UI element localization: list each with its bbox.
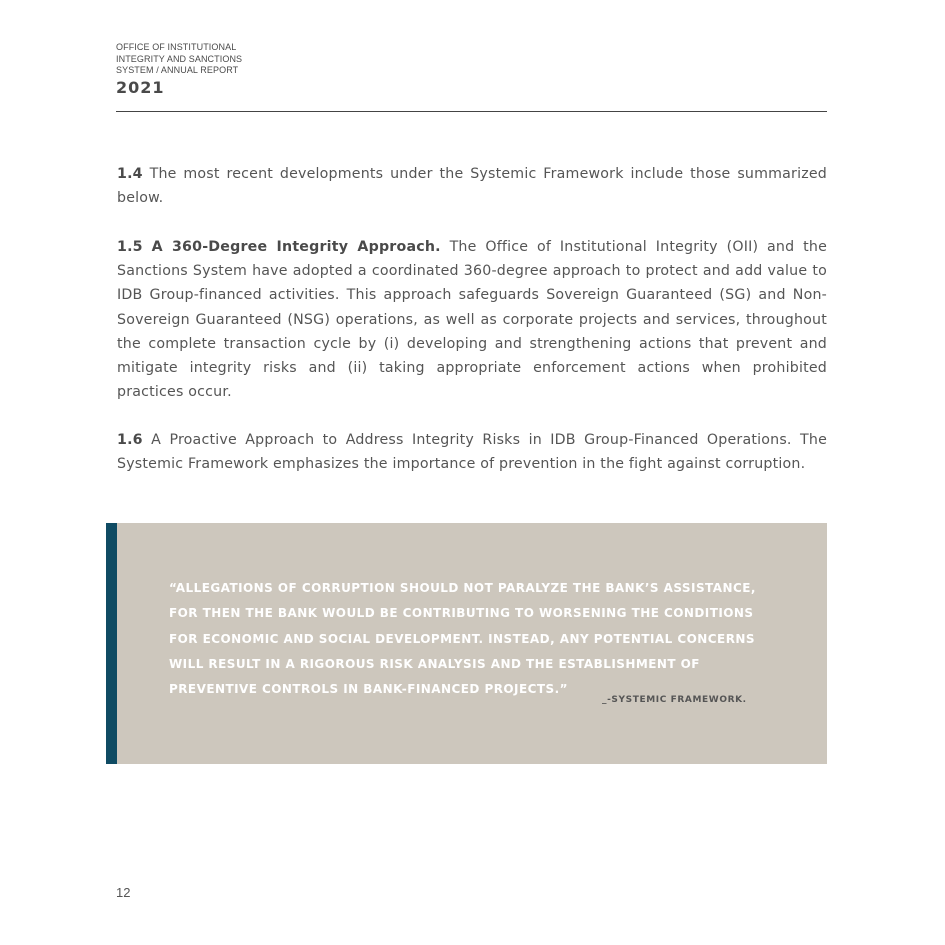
header-org-line: INTEGRITY AND SANCTIONS	[116, 53, 243, 64]
report-header	[116, 42, 827, 97]
paragraph-lead: A 360-Degree Integrity Approach.	[151, 239, 441, 255]
paragraph-text: The Office of Institutional Integrity (OII) and the Sanctions System have adopted a coordinated 360-degree approach to protect and add value to IDB Group-financed activities. This approach safeguards Sovereign Guaranteed (SG) and Non-Sovereign Guaranteed (NSG) operations, as well as corporate projects and services, throughout the complete transaction cycle by (i) developing and strengthening actions that prevent and mitigate integrity risks and (ii) taking appropriate enforcement actions when prohibited practices occur.	[117, 239, 828, 401]
paragraph-number: 1.6	[117, 432, 143, 448]
header-org-line: OFFICE OF INSTITUTIONAL	[116, 42, 237, 52]
header-year: 2021	[116, 77, 165, 97]
pull-quote-box	[106, 523, 827, 764]
header-organization	[116, 42, 827, 77]
header-divider	[116, 111, 827, 112]
paragraph-number: 1.4	[117, 166, 143, 182]
pull-quote-text: “ALLEGATIONS OF CORRUPTION SHOULD NOT PARALYZE THE BANK’S ASSISTANCE, FOR THEN THE BANK WOULD BE CONTRIBUTING TO WORSENING THE CONDITIONS FOR ECONOMIC AND SOCIAL DEVELOPMENT. INSTEAD, ANY POTENTIAL CONCERNS WILL RESULT IN A RIGOROUS RISK ANALYSIS AND THE ESTABLISHMENT OF PREVENTIVE CONTROLS IN BANK-FINANCED PROJECTS.”	[169, 581, 756, 697]
paragraph-text: A Proactive Approach to Address Integrity Risks in IDB Group-Financed Operations. The Systemic Framework emphasizes the importance of prevention in the fight against corruption.	[117, 432, 828, 473]
paragraph-number: 1.5	[117, 239, 143, 255]
quote-attribution: _-SYSTEMIC FRAMEWORK.	[602, 695, 747, 705]
paragraph-1-4	[117, 162, 827, 210]
paragraph-text: The most recent developments under the Systemic Framework include those summarized below.	[117, 166, 827, 207]
header-org-line: SYSTEM / ANNUAL REPORT	[116, 65, 239, 75]
paragraph-1-6	[117, 428, 827, 476]
page-number: 12	[116, 885, 131, 900]
quote-accent-bar	[106, 523, 117, 764]
paragraph-1-5	[117, 235, 827, 404]
